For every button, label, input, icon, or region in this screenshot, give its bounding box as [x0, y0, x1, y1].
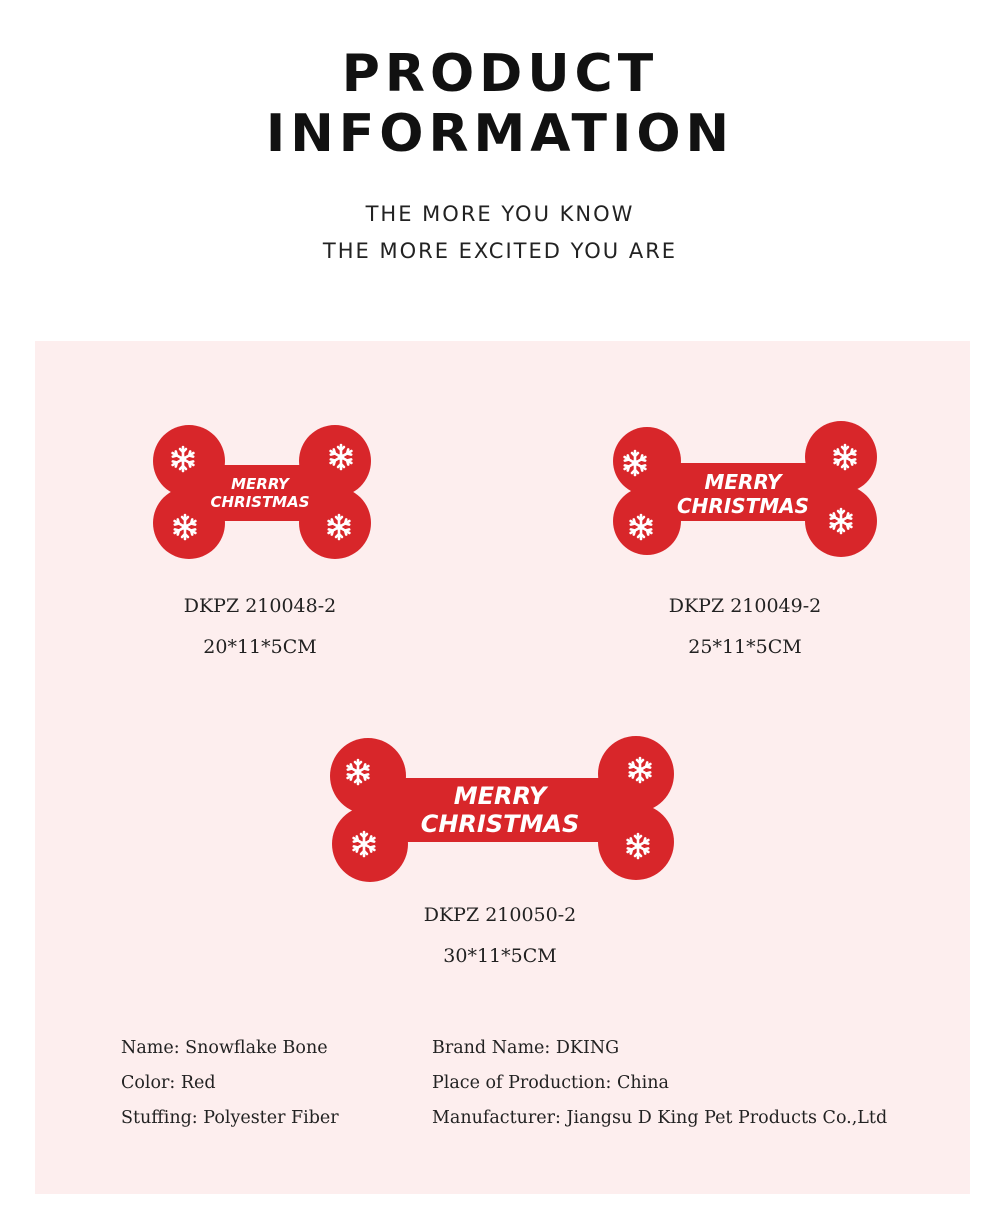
print-line-1: MERRY	[704, 470, 782, 494]
spec-name: Name: Snowflake Bone	[121, 1038, 328, 1058]
product-card-3	[305, 734, 695, 968]
spec-place: Place of Production: China	[432, 1073, 669, 1093]
specs-right-column	[432, 1036, 887, 1141]
bone-toy-image	[145, 423, 375, 563]
title-line-2: INFORMATION	[265, 104, 735, 164]
product-code: DKPZ 210048-2	[183, 595, 337, 617]
specs-left-column	[121, 1036, 339, 1141]
print-line-2: CHRISTMAS	[210, 493, 310, 511]
bone-toy-image	[605, 421, 885, 561]
tagline-line-1: THE MORE YOU KNOW	[365, 202, 635, 226]
product-code: DKPZ 210049-2	[668, 595, 822, 617]
print-line-2: CHRISTMAS	[420, 810, 580, 838]
title-line-1: PRODUCT	[341, 44, 659, 104]
page-title	[0, 44, 1000, 164]
spec-color: Color: Red	[121, 1073, 216, 1093]
product-size: 30*11*5CM	[443, 945, 557, 967]
print-line-2: CHRISTMAS	[676, 494, 810, 518]
spec-manufacturer: Manufacturer: Jiangsu D King Pet Products Co.,Ltd	[432, 1108, 888, 1128]
print-line-1: MERRY	[231, 475, 289, 493]
bone-toy-image	[320, 734, 680, 884]
tagline-line-2: THE MORE EXCITED YOU ARE	[322, 239, 678, 263]
product-panel	[35, 341, 970, 1194]
spec-stuffing: Stuffing: Polyester Fiber	[121, 1108, 339, 1128]
product-card-1	[135, 423, 385, 659]
spec-brand: Brand Name: DKING	[432, 1038, 620, 1058]
header-section	[0, 0, 1000, 340]
product-size: 25*11*5CM	[688, 636, 802, 658]
product-code: DKPZ 210050-2	[423, 904, 577, 926]
tagline	[0, 196, 1000, 270]
product-card-2	[600, 421, 890, 659]
product-size: 20*11*5CM	[203, 636, 317, 658]
print-line-1: MERRY	[453, 782, 547, 810]
